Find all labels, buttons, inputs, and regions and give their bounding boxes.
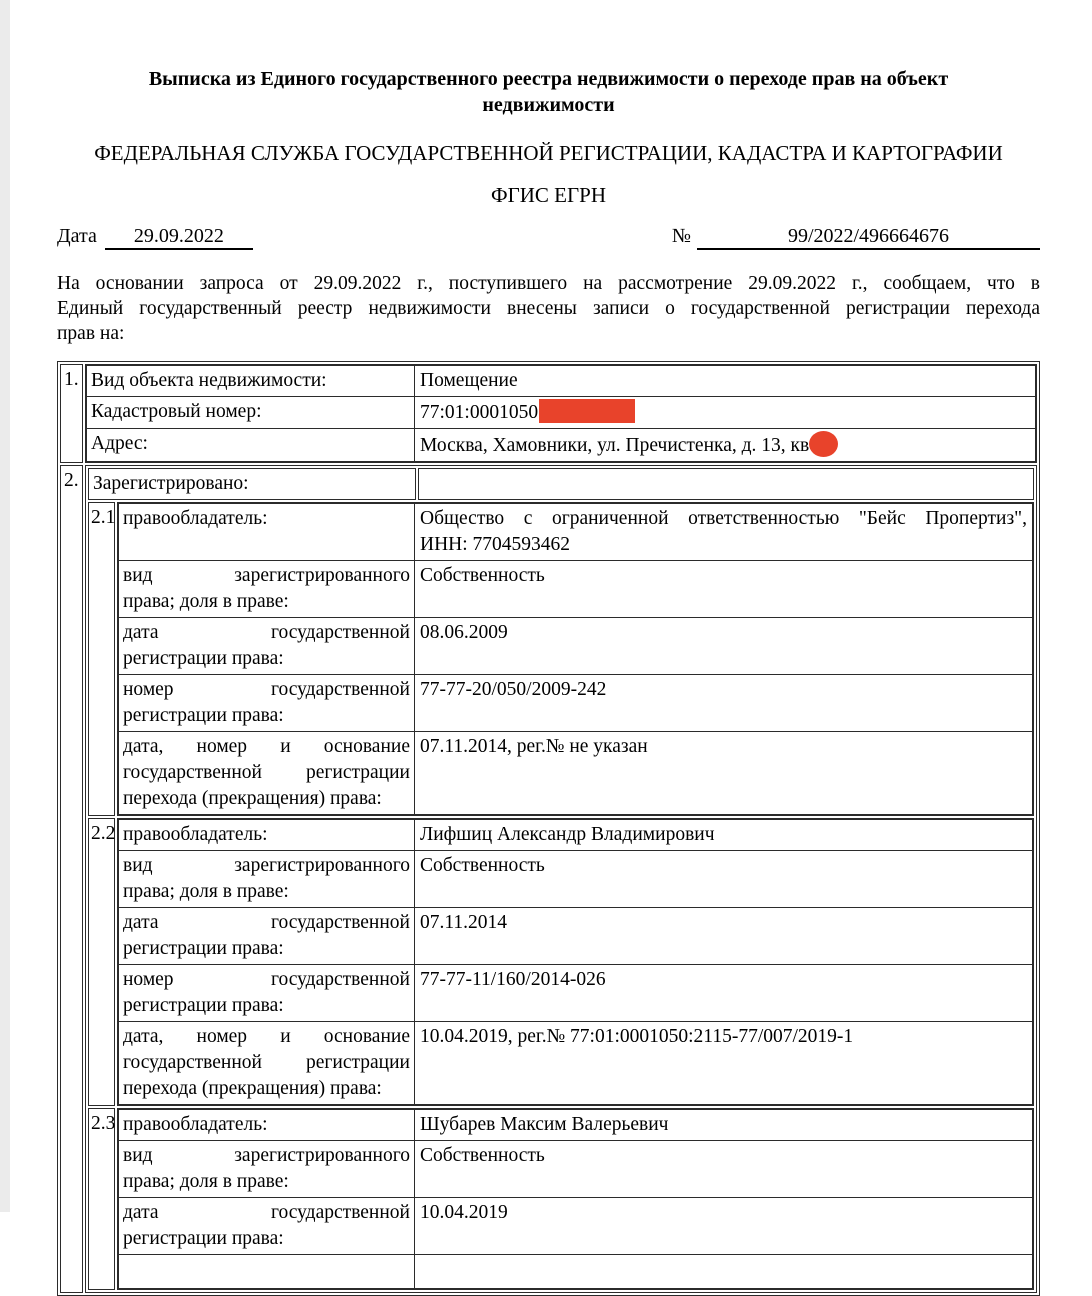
section-2-grid <box>86 466 1036 1292</box>
row-label: вид зарегистрированного права; доля в праве: <box>119 851 415 908</box>
row-label: дата государственной регистрации права: <box>119 1198 415 1255</box>
block-grid <box>118 819 1033 1105</box>
table-row <box>87 397 1036 429</box>
intro-line: прав на: <box>57 323 125 344</box>
address-value: Москва, Хамовники, ул. Пречистенка, д. 13, кв <box>420 435 810 456</box>
number-label: № <box>671 225 691 247</box>
row-label: правообладатель: <box>119 504 415 561</box>
table-row <box>87 429 1036 462</box>
document-title-line-2: недвижимости <box>482 94 615 116</box>
row-label: дата, номер и основание государственной регистрации перехода (прекращения) права: <box>119 732 415 815</box>
system-name: ФГИС ЕГРН <box>491 183 606 207</box>
row-value <box>415 429 1036 462</box>
row-value: Лифшиц Александр Владимирович <box>415 820 1033 851</box>
section-number: 1. <box>60 364 83 463</box>
intro-line: Единый государственный реестр недвижимости внесены записи о государственной регистрации перехода <box>57 298 1040 319</box>
section-1-grid <box>86 365 1036 462</box>
block-content <box>117 818 1034 1106</box>
row-value: Шубарев Максим Валерьевич <box>415 1110 1033 1141</box>
table-row <box>87 366 1036 397</box>
row-value: 77-77-11/160/2014-026 <box>415 965 1033 1022</box>
row-label: Зарегистрировано: <box>88 468 416 500</box>
block-content <box>117 502 1034 816</box>
row-value: 07.11.2014 <box>415 908 1033 965</box>
date-value: 29.09.2022 <box>105 224 253 250</box>
row-value <box>418 468 1034 500</box>
row-value <box>415 504 1033 561</box>
table-row <box>119 618 1033 675</box>
section-1-row <box>60 364 1037 463</box>
table-row <box>119 1110 1033 1141</box>
block-number: 2.1 <box>88 502 115 816</box>
row-value: 08.06.2009 <box>415 618 1033 675</box>
agency-name: ФЕДЕРАЛЬНАЯ СЛУЖБА ГОСУДАРСТВЕННОЙ РЕГИСТРАЦИИ, КАДАСТРА И КАРТОГРАФИИ <box>94 141 1003 165</box>
table-row-clipped <box>119 1255 1033 1289</box>
row-label: правообладатель: <box>119 1110 415 1141</box>
table-row <box>119 820 1033 851</box>
row-label: номер государственной регистрации права: <box>119 675 415 732</box>
document-meta-row <box>57 224 1040 250</box>
block-2-3-row <box>88 1108 1034 1290</box>
block-2-2-row <box>88 818 1034 1106</box>
row-value: Собственность <box>415 851 1033 908</box>
block-grid <box>118 1109 1033 1289</box>
row-label: номер государственной регистрации права: <box>119 965 415 1022</box>
block-content <box>117 1108 1034 1290</box>
table-row <box>119 504 1033 561</box>
row-value: 77-77-20/050/2009-242 <box>415 675 1033 732</box>
row-label: дата, номер и основание государственной регистрации перехода (прекращения) права: <box>119 1022 415 1105</box>
table-row <box>119 675 1033 732</box>
registered-header-row <box>88 468 1034 500</box>
row-value: 07.11.2014, рег.№ не указан <box>415 732 1033 815</box>
table-row <box>119 732 1033 815</box>
table-row <box>119 965 1033 1022</box>
block-2-1-row <box>88 502 1034 816</box>
rights-table <box>57 361 1040 1296</box>
table-row <box>119 908 1033 965</box>
rights-table-wrapper <box>57 361 1040 1296</box>
block-number: 2.3 <box>88 1108 115 1290</box>
holder-line: Общество с ограниченной ответственностью "Бейс Пропертиз", <box>420 508 1027 529</box>
row-label: Кадастровый номер: <box>87 397 415 429</box>
section-2-content <box>85 465 1037 1293</box>
intro-line: На основании запроса от 29.09.2022 г., поступившего на рассмотрение 29.09.2022 г., сообщаем, что в <box>57 273 1040 294</box>
row-label: вид зарегистрированного права; доля в праве: <box>119 1141 415 1198</box>
redaction-rectangle <box>539 399 635 423</box>
intro-paragraph <box>57 271 1040 346</box>
row-value: Собственность <box>415 1141 1033 1198</box>
row-label: дата государственной регистрации права: <box>119 618 415 675</box>
row-value: Помещение <box>415 366 1036 397</box>
redaction-oval <box>809 431 838 457</box>
block-number: 2.2 <box>88 818 115 1106</box>
date-label: Дата <box>57 225 97 247</box>
document-content <box>57 0 1040 1296</box>
document-title-line-1: Выписка из Единого государственного реестра недвижимости о переходе прав на объект <box>148 68 949 90</box>
row-label: вид зарегистрированного права; доля в праве: <box>119 561 415 618</box>
cadastral-number-value: 77:01:0001050 <box>420 402 539 423</box>
block-grid <box>118 503 1033 815</box>
table-row <box>119 561 1033 618</box>
row-value <box>415 397 1036 429</box>
section-1-content <box>85 364 1037 463</box>
table-row <box>119 851 1033 908</box>
holder-line: ИНН: 7704593462 <box>420 534 571 555</box>
row-label: правообладатель: <box>119 820 415 851</box>
number-value: 99/2022/496664676 <box>697 224 1040 250</box>
number-group <box>672 224 1040 250</box>
section-number: 2. <box>60 465 83 1293</box>
row-value: 10.04.2019 <box>415 1198 1033 1255</box>
row-label: дата государственной регистрации права: <box>119 908 415 965</box>
table-row <box>119 1141 1033 1198</box>
table-row <box>119 1022 1033 1105</box>
section-2-row <box>60 465 1037 1293</box>
table-row <box>119 1198 1033 1255</box>
page-edge <box>0 0 10 1212</box>
row-value: 10.04.2019, рег.№ 77:01:0001050:2115-77/007/2019-1 <box>415 1022 1033 1105</box>
row-value <box>415 1255 1033 1289</box>
row-value: Собственность <box>415 561 1033 618</box>
row-label: Вид объекта недвижимости: <box>87 366 415 397</box>
document-title <box>57 66 1040 118</box>
row-label <box>119 1255 415 1289</box>
row-label: Адрес: <box>87 429 415 462</box>
